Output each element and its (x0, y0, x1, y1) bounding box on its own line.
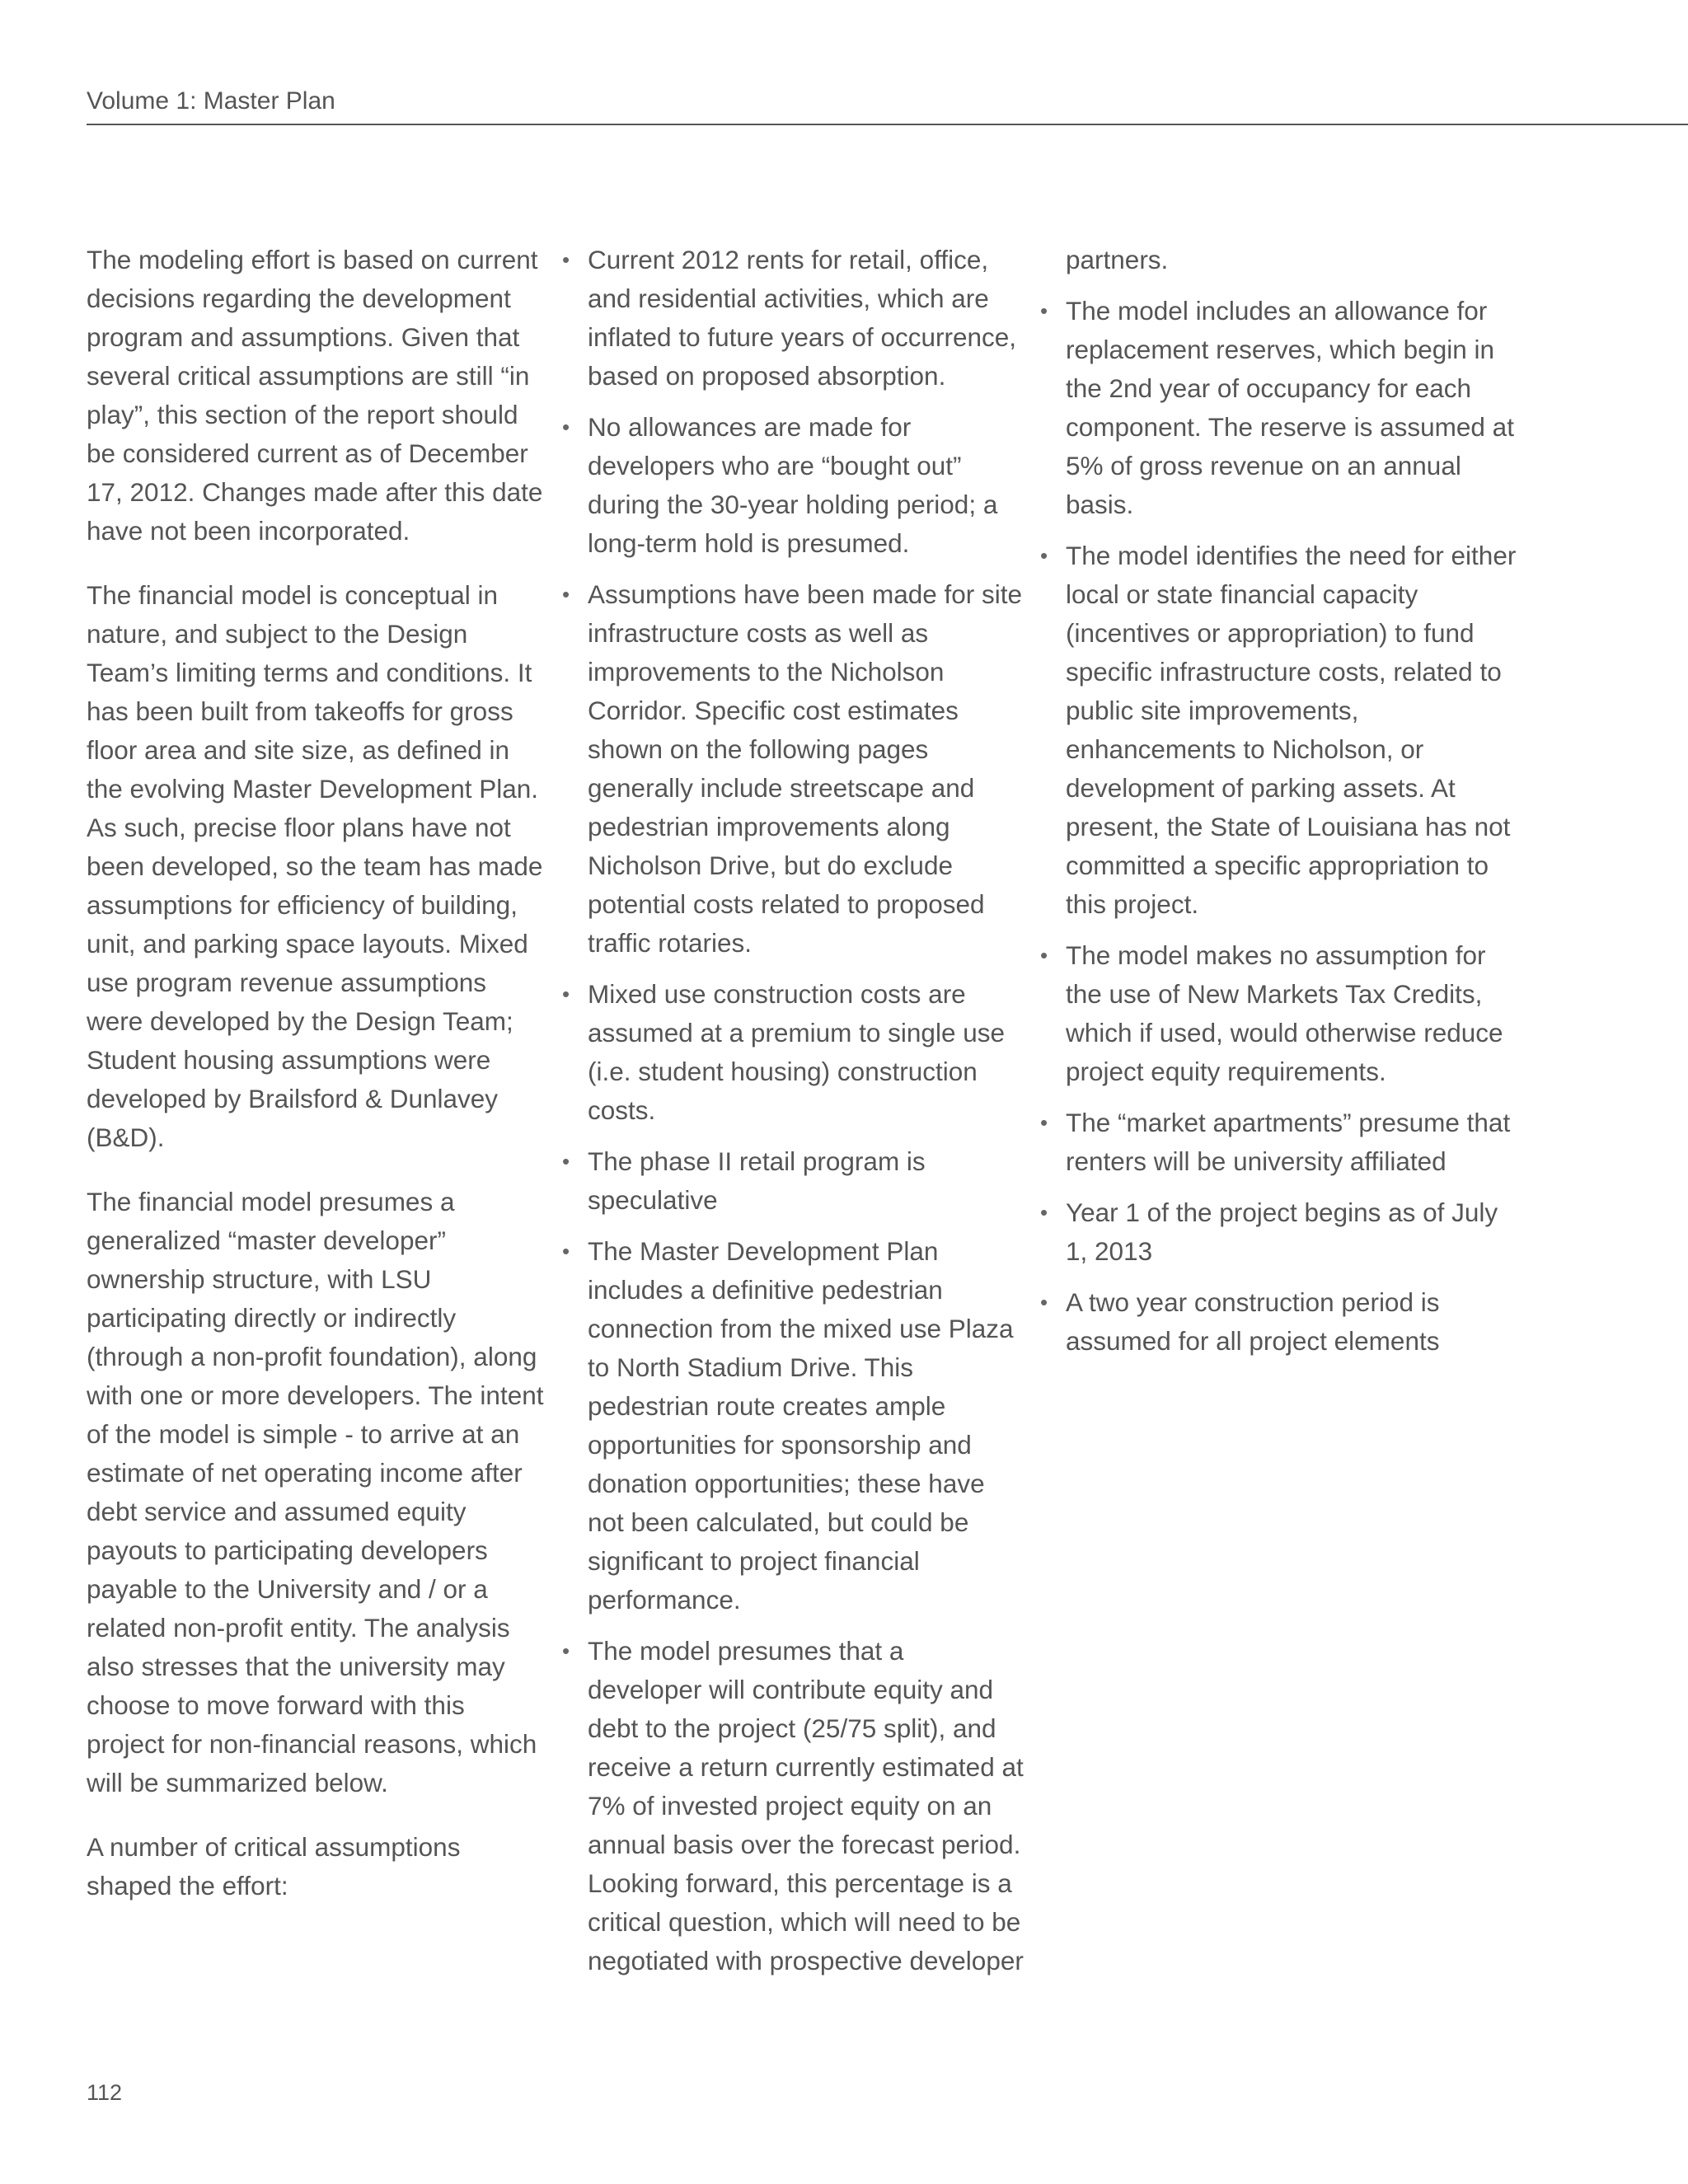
paragraph-financial-model-conceptual: The financial model is conceptual in nature, and subject to the Design Team’s limiting terms and conditions. It has been built from takeoffs for gross floor area and site size, as defined in the evolving Master Development Plan. As such, precise floor plans have not been developed, so the team has made assumptions for efficiency of building, unit, and parking space layouts. Mixed use program revenue assumptions were developed by the Design Team; Student housing assumptions were developed by Brailsford & Dunlavey (B&D). (87, 580, 543, 1152)
list-item: • The model presumes that a developer will contribute equity and debt to the project (25/75 split), and receive a return currently estimated at 7% of invested project equity on an annual basis over the forecast period. Looking forward, this percentage is a critical question, which will need to be negotiated with prospective developer (562, 1632, 1024, 1980)
text-column-2 (562, 241, 1024, 1993)
list-item: • The “market apartments” presume that renters will be university affiliated (1040, 1104, 1518, 1181)
paragraph-master-developer: The financial model presumes a generalized “master developer” ownership structure, with LSU participating directly or indirectly (through a non-profit foundation), along with one or more developers. The intent of the model is simple - to arrive at an estimate of net operating income after debt service and assumed equity payouts to participating developers payable to the University and / or a related non-profit entity. The analysis also stresses that the university may choose to move forward with this project for non-financial reasons, which will be summarized below. (87, 1187, 544, 1797)
text-column-1 (87, 241, 548, 1931)
page-number: 112 (87, 2080, 123, 2105)
list-item-continuation: partners. (1066, 245, 1169, 274)
list-item: • Current 2012 rents for retail, office, and residential activities, which are inflated to future years of occurrence, based on proposed absorption. (562, 241, 1024, 396)
paragraph-modeling-effort: The modeling effort is based on current decisions regarding the development program and assumptions. Given that several critical assumptions are still “in play”, this section of the report should be considered current as of December 17, 2012. Changes made after this date have not been incorporated. (87, 245, 543, 546)
list-item: • The model identifies the need for either local or state financial capacity (incentives or appropriation) to fund specific infrastructure costs, related to public site improvements, enhancements to Nicholson, or development of parking assets. At present, the State of Louisiana has not committed a specific appropriation to this project. (1040, 537, 1518, 924)
list-item: • A two year construction period is assumed for all project elements (1040, 1283, 1518, 1361)
list-item: • The model includes an allowance for replacement reserves, which begin in the 2nd year of occupancy for each component. The reserve is assumed at 5% of gross revenue on an annual basis. (1040, 292, 1518, 524)
running-header: Volume 1: Master Plan (87, 87, 335, 115)
assumptions-list-part-1 (562, 241, 1024, 1980)
list-item: • Year 1 of the project begins as of July 1, 2013 (1040, 1193, 1518, 1271)
list-item: • Mixed use construction costs are assumed at a premium to single use (i.e. student housing) construction costs. (562, 975, 1024, 1130)
list-item: • The Master Development Plan includes a definitive pedestrian connection from the mixed use Plaza to North Stadium Drive. This pedestrian route creates ample opportunities for sponsorship and donation opportunities; these have not been calculated, but could be significant to project financial performance. (562, 1232, 1024, 1619)
list-item: • Assumptions have been made for site infrastructure costs as well as improvements to the Nicholson Corridor. Specific cost estimates shown on the following pages generally include streetscape and pedestrian improvements along Nicholson Drive, but do exclude potential costs related to proposed traffic rotaries. (562, 575, 1024, 963)
list-item: • The phase II retail program is speculative (562, 1142, 1024, 1220)
list-item: • The model makes no assumption for the use of New Markets Tax Credits, which if used, would otherwise reduce project equity requirements. (1040, 936, 1518, 1091)
text-column-3 (1040, 241, 1518, 1373)
assumptions-list-part-2 (1040, 292, 1518, 1361)
list-item: • No allowances are made for developers who are “bought out” during the 30-year holding period; a long-term hold is presumed. (562, 408, 1024, 563)
paragraph-critical-assumptions-intro: A number of critical assumptions shaped the effort: (87, 1832, 461, 1900)
header-divider (87, 124, 1688, 125)
